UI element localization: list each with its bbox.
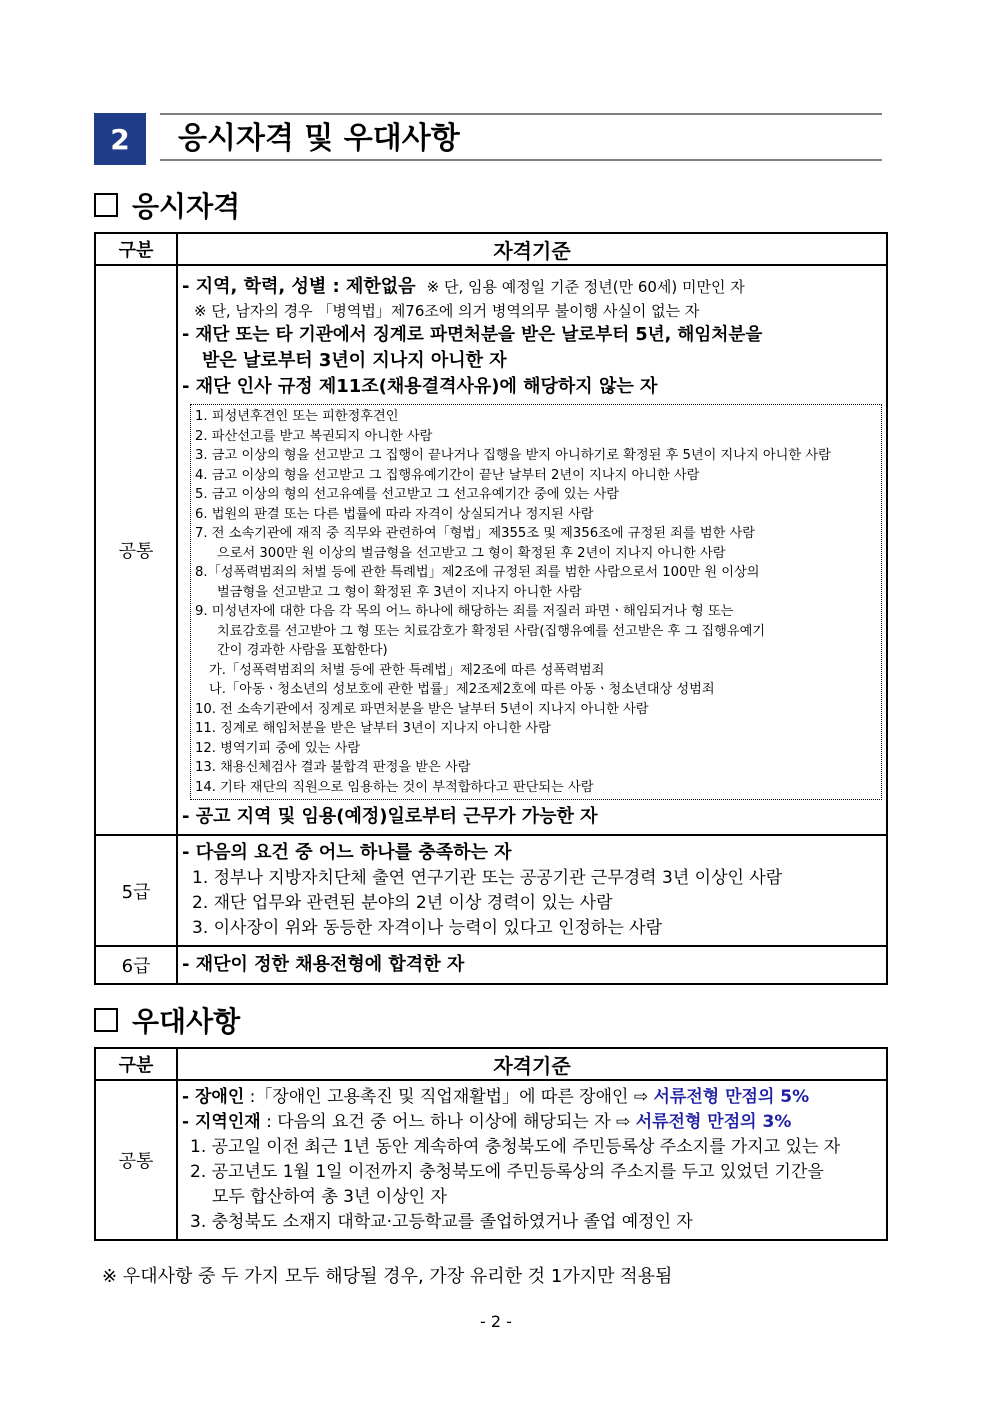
row-label-common: 공통 [95, 1080, 177, 1240]
local-benefit: 서류전형 만점의 3% [635, 1112, 792, 1132]
bullet-dash: - [182, 1112, 195, 1132]
list-item: 간이 경과한 사람을 포함한다) [217, 643, 388, 658]
disabled-line [182, 1085, 882, 1110]
list-item: 2. 재단 업무와 관련된 분야의 2년 이상 경력이 있는 사람 [192, 893, 613, 913]
preferences-heading [94, 1000, 240, 1040]
age-note: ※ 단, 임용 예정일 기준 정년(만 60세) 미만인 자 [426, 278, 745, 296]
list-item: 7. 전 소속기관에 재직 중 직무와 관련하여「형법」제355조 및 제356조에 규정된 죄를 범한 사람 [195, 526, 755, 541]
list-item: 2. 공고년도 1월 1일 이전까지 충청북도에 주민등록상의 주소지를 두고 있었던 기간을 [190, 1162, 824, 1182]
grade5-line: - 다음의 요건 중 어느 하나를 충족하는 자 [182, 842, 512, 863]
section-number: 2 [94, 113, 146, 165]
preferences-table [94, 1047, 888, 1241]
section-title: 응시자격 및 우대사항 [160, 113, 882, 161]
preferences-criteria-cell [177, 1080, 887, 1240]
list-item: 6. 법원의 판결 또는 다른 법률에 따라 자격이 상실되거나 정지된 사람 [195, 506, 594, 522]
common-criteria-cell [177, 265, 887, 835]
region-text: - 지역, 학력, 성별 : 제한없음 [182, 276, 416, 297]
col-category-header: 구분 [95, 1048, 177, 1080]
table-row-common [95, 1080, 887, 1240]
list-item: 1. 정부나 지방자치단체 출연 연구기관 또는 공공기관 근무경력 3년 이상인 사람 [192, 868, 783, 888]
table-row-common [95, 265, 887, 835]
grade6-line: - 재단이 정한 채용전형에 합격한 자 [182, 954, 465, 975]
regulation-line: - 재단 인사 규정 제11조(채용결격사유)에 해당하지 않는 자 [182, 376, 658, 397]
grade5-criteria-cell [177, 835, 887, 946]
local-talent-line [182, 1110, 882, 1135]
workable-line: - 공고 지역 및 임용(예정)일로부터 근무가 가능한 자 [182, 806, 598, 827]
list-item: 모두 합산하여 총 3년 이상인 자 [212, 1187, 447, 1207]
list-item: 9. 미성년자에 대한 다음 각 목의 어느 하나에 해당하는 죄를 저질러 파면ㆍ해임되거나 형 또는 [195, 604, 734, 619]
disqualification-list [190, 404, 882, 800]
list-item: 벌금형을 선고받고 그 형이 확정된 후 3년이 지나지 아니한 사람 [217, 584, 582, 600]
table-row-grade6 [95, 946, 887, 984]
line-region [182, 274, 882, 300]
qualifications-heading-text: 응시자격 [132, 190, 241, 223]
qualifications-heading [94, 185, 240, 225]
list-item: 가.「성폭력범죄의 처벌 등에 관한 특례법」제2조에 따른 성폭력범죄 [209, 662, 605, 678]
list-item: 3. 이사장이 위와 동등한 자격이나 능력이 있다고 인정하는 사람 [192, 918, 662, 938]
local-label: 지역인재 [194, 1112, 261, 1132]
footnote: ※ 우대사항 중 두 가지 모두 해당될 경우, 가장 유리한 것 1가지만 적용됨 [102, 1266, 673, 1287]
qualifications-table [94, 232, 888, 985]
row-label-grade5: 5급 [95, 835, 177, 946]
discipline-line-a: - 재단 또는 타 기관에서 징계로 파면처분을 받은 날로부터 5년, 해임처분을 [182, 325, 763, 345]
list-item: 1. 피성년후견인 또는 피한정후견인 [195, 409, 399, 424]
col-category-header: 구분 [95, 233, 177, 265]
list-item: 4. 금고 이상의 형을 선고받고 그 집행유예기간이 끝난 날부터 2년이 지나지 아니한 사람 [195, 467, 700, 483]
disabled-benefit: 서류전형 만점의 5% [653, 1087, 810, 1107]
list-item: 11. 징계로 해임처분을 받은 날부터 3년이 지나지 아니한 사람 [195, 721, 551, 736]
col-criteria-header: 자격기준 [177, 1048, 887, 1080]
checkbox-square-icon [94, 193, 118, 217]
checkbox-square-icon [94, 1008, 118, 1032]
list-item: 10. 전 소속기관에서 징계로 파면처분을 받은 날부터 5년이 지나지 아니한 사람 [195, 701, 649, 717]
list-item: 14. 기타 재단의 직원으로 임용하는 것이 부적합하다고 판단되는 사람 [195, 779, 594, 795]
page-number: - 2 - [480, 1312, 512, 1331]
table-header-row [95, 233, 887, 265]
preferences-heading-text: 우대사항 [132, 1005, 241, 1038]
list-item: 치료감호를 선고받아 그 형 또는 치료감호가 확정된 사람(집행유예를 선고받은 후 그 집행유예기 [217, 623, 766, 639]
disabled-text: :「장애인 고용촉진 및 직업재활법」에 따른 장애인 ⇨ [244, 1087, 654, 1107]
row-label-grade6: 6급 [95, 946, 177, 984]
list-item: 으로서 300만 원 이상의 벌금형을 선고받고 그 형이 확정된 후 2년이 지나지 아니한 사람 [217, 545, 726, 561]
list-item: 12. 병역기피 중에 있는 사람 [195, 740, 361, 756]
list-item: 5. 금고 이상의 형의 선고유예를 선고받고 그 선고유예기간 중에 있는 사람 [195, 487, 619, 502]
row-label-common: 공통 [95, 265, 177, 835]
disabled-label: 장애인 [194, 1087, 245, 1107]
list-item: 2. 파산선고를 받고 복권되지 아니한 사람 [195, 428, 433, 444]
table-row-grade5 [95, 835, 887, 946]
discipline-line-b: 받은 날로부터 3년이 지나지 아니한 자 [202, 350, 507, 371]
list-item: 나.「아동ㆍ청소년의 성보호에 관한 법률」제2조제2호에 따른 아동ㆍ청소년대상 성범죄 [209, 682, 715, 697]
list-item: 1. 공고일 이전 최근 1년 동안 계속하여 충청북도에 주민등록상 주소지를 가지고 있는 자 [190, 1137, 841, 1157]
section-header [94, 113, 882, 165]
local-text: : 다음의 요건 중 어느 하나 이상에 해당되는 자 ⇨ [260, 1112, 636, 1132]
table-header-row [95, 1048, 887, 1080]
list-item: 3. 충청북도 소재지 대학교·고등학교를 졸업하였거나 졸업 예정인 자 [190, 1212, 693, 1232]
list-item: 13. 채용신체검사 결과 불합격 판정을 받은 사람 [195, 760, 471, 775]
list-item: 3. 금고 이상의 형을 선고받고 그 집행이 끝나거나 집행을 받지 아니하기로 확정된 후 5년이 지나지 아니한 사람 [195, 448, 831, 463]
military-note: ※ 단, 남자의 경우 「병역법」제76조에 의거 병역의무 불이행 사실이 없는 자 [194, 302, 700, 320]
list-item: 8.「성폭력범죄의 처벌 등에 관한 특례법」제2조에 규정된 죄를 범한 사람으로서 100만 원 이상의 [195, 565, 760, 580]
grade6-criteria-cell [177, 946, 887, 984]
col-criteria-header: 자격기준 [177, 233, 887, 265]
bullet-dash: - [182, 1087, 195, 1107]
